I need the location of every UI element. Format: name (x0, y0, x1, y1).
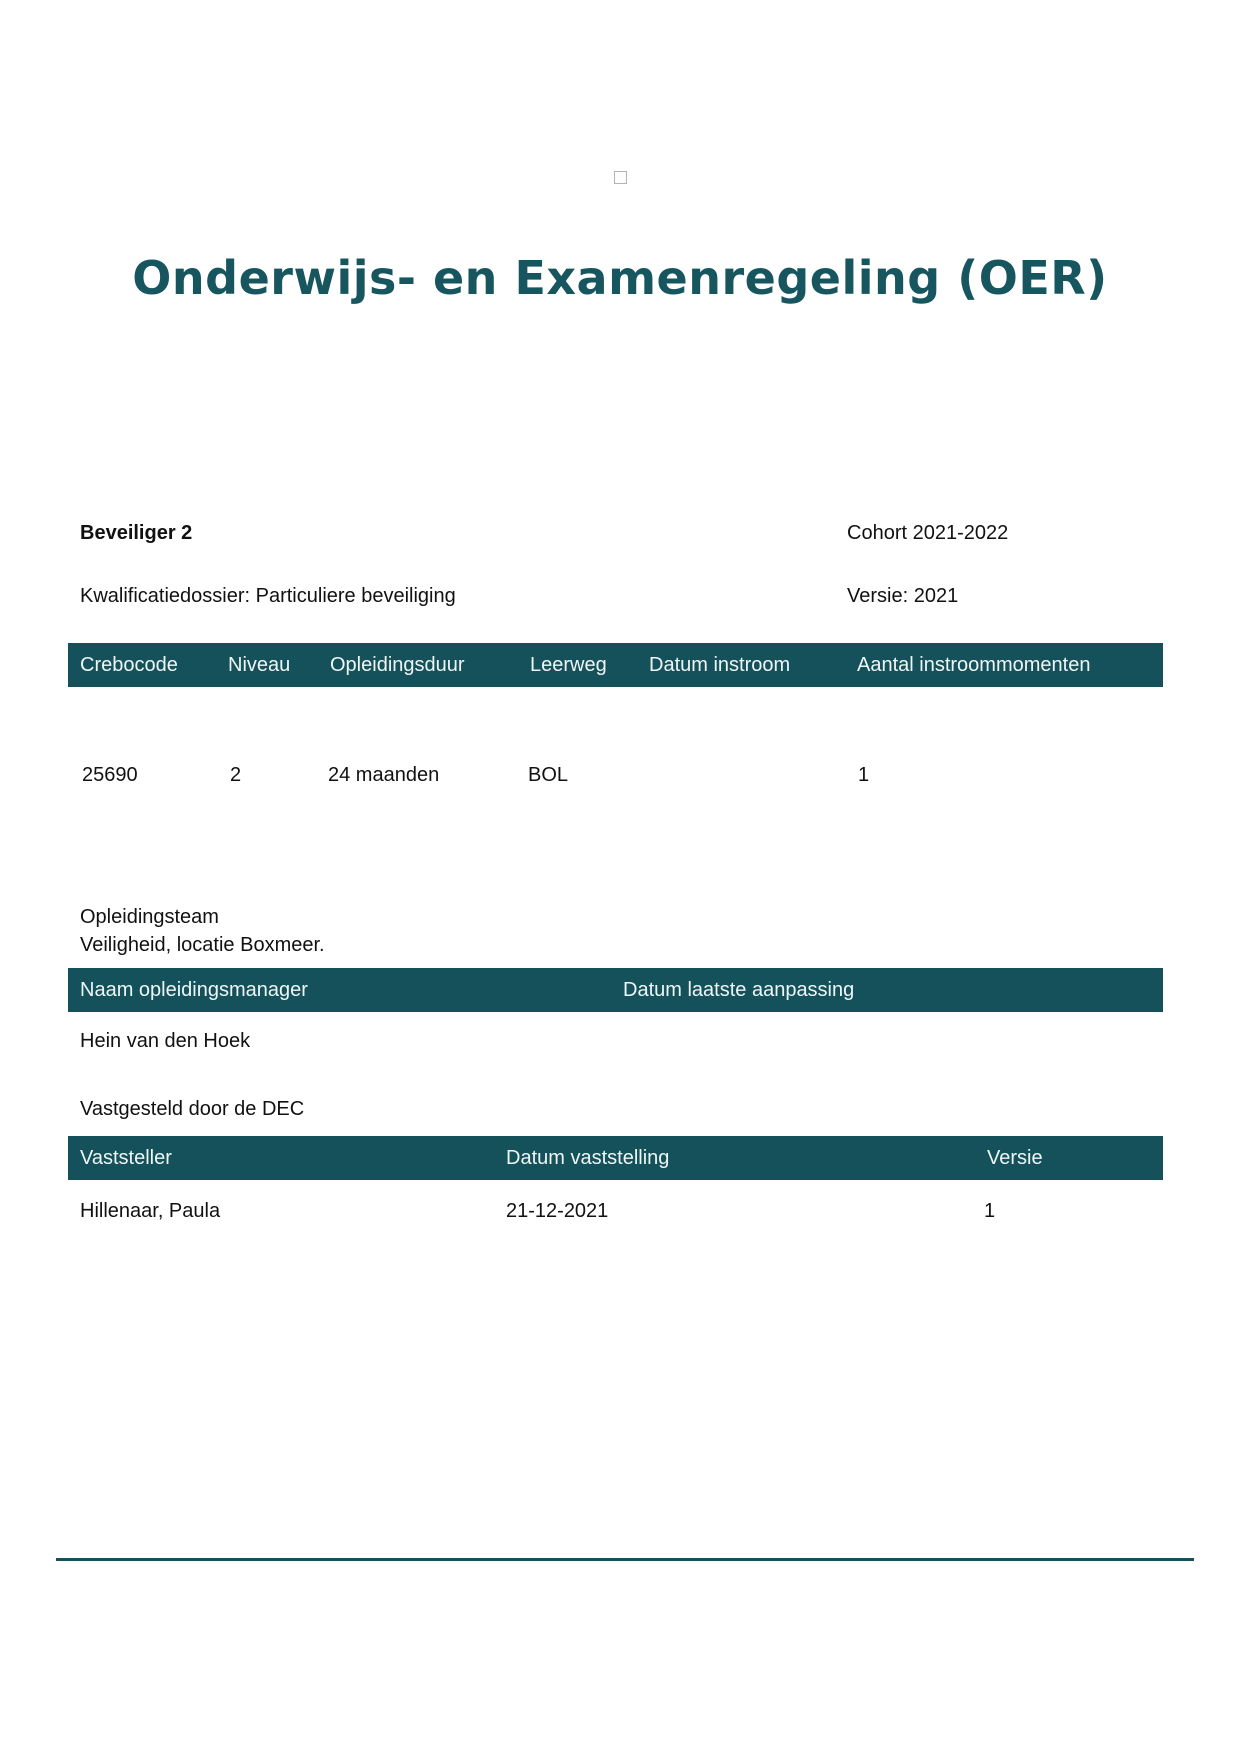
column-header-opleidingsduur: Opleidingsduur (330, 654, 465, 676)
team-section-heading-block (80, 903, 325, 959)
column-header-datum-vaststelling: Datum vaststelling (506, 1147, 670, 1169)
approval-heading: Vastgesteld door de DEC (80, 1098, 305, 1120)
footer-divider (56, 1558, 1194, 1561)
cell-crebocode: 25690 (82, 764, 138, 786)
cell-versie: 1 (984, 1200, 996, 1222)
column-header-aantal-instroommomenten: Aantal instroommomenten (857, 654, 1091, 676)
cell-niveau: 2 (230, 764, 242, 786)
cell-vaststeller: Hillenaar, Paula (80, 1200, 221, 1222)
cell-naam-opleidingsmanager: Hein van den Hoek (80, 1030, 251, 1052)
cell-opleidingsduur: 24 maanden (328, 764, 440, 786)
cell-datum-vaststelling: 21-12-2021 (506, 1200, 609, 1222)
approval-table-header-bar (68, 1136, 1163, 1180)
column-header-naam-opleidingsmanager: Naam opleidingsmanager (80, 979, 308, 1001)
qualification-label: Kwalificatiedossier: Particuliere beveiliging (80, 585, 456, 607)
version-label: Versie: 2021 (847, 585, 959, 607)
column-header-vaststeller: Vaststeller (80, 1147, 172, 1169)
cohort-label: Cohort 2021-2022 (847, 522, 1009, 544)
cell-aantal-instroommomenten: 1 (858, 764, 870, 786)
column-header-versie: Versie (987, 1147, 1043, 1169)
cell-leerweg: BOL (528, 764, 569, 786)
team-subheading: Veiligheid, locatie Boxmeer. (80, 934, 325, 956)
column-header-datum-instroom: Datum instroom (649, 654, 791, 676)
column-header-datum-laatste-aanpassing: Datum laatste aanpassing (623, 979, 855, 1001)
team-heading: Opleidingsteam (80, 906, 219, 928)
program-table-header-bar (68, 643, 1163, 687)
page-title: Onderwijs- en Examenregeling (OER) (132, 251, 1108, 305)
column-header-niveau: Niveau (228, 654, 291, 676)
image-placeholder-icon (614, 171, 627, 184)
column-header-leerweg: Leerweg (530, 654, 607, 676)
program-name: Beveiliger 2 (80, 522, 193, 544)
column-header-crebocode: Crebocode (80, 654, 178, 676)
team-table-header-bar (68, 968, 1163, 1012)
